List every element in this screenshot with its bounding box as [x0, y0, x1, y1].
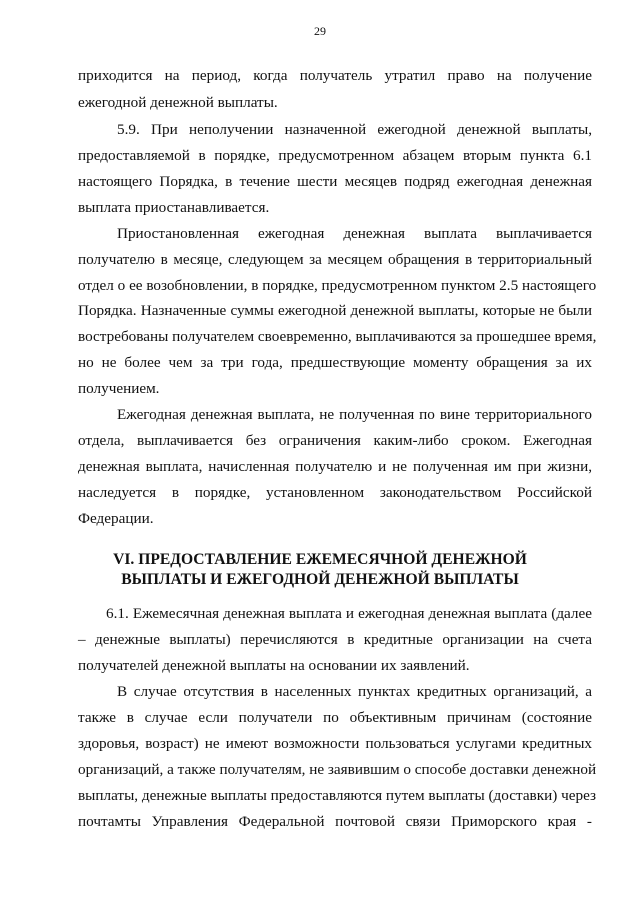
section-heading: VI. ПРЕДОСТАВЛЕНИЕ ЕЖЕМЕСЯЧНОЙ ДЕНЕЖНОЙ — [113, 551, 527, 568]
text-line: В случае отсутствия в населенных пунктах кредитных организаций, а — [117, 683, 592, 700]
text-line: выплата приостанавливается. — [78, 199, 270, 216]
text-line: ежегодной денежной выплаты. — [78, 94, 278, 111]
text-line: Приостановленная ежегодная денежная выплата выплачивается — [117, 225, 592, 242]
text-line: почтамты Управления Федеральной почтовой связи Приморского края - — [78, 813, 592, 830]
text-line: получателю в месяце, следующем за месяцем обращения в территориальный — [78, 251, 592, 268]
text-line: Порядка. Назначенные суммы ежегодной денежной выплаты, которые не были — [78, 302, 592, 319]
text-line: отдела, выплачивается без ограничения каким-либо сроком. Ежегодная — [78, 432, 592, 449]
text-line: здоровья, возраст) не имеют возможности пользоваться услугами кредитных — [78, 735, 592, 752]
text-line: 5.9. При неполучении назначенной ежегодной денежной выплаты, — [117, 121, 592, 138]
text-line: востребованы получателем своевременно, выплачиваются за прошедшее время, — [78, 328, 597, 345]
text-line: – денежные выплаты) перечисляются в кредитные организации на счета — [78, 631, 592, 648]
text-line: отдел о ее возобновлении, в порядке, предусмотренном пунктом 2.5 настоящего — [78, 277, 597, 294]
text-line: наследуется в порядке, установленном законодательством Российской — [78, 484, 592, 501]
text-line: Ежегодная денежная выплата, не полученная по вине территориального — [117, 406, 592, 423]
text-line: настоящего Порядка, в течение шести месяцев подряд ежегодная денежная — [78, 173, 592, 190]
text-line: 6.1. Ежемесячная денежная выплата и ежегодная денежная выплата (далее — [106, 605, 592, 622]
text-line: получением. — [78, 380, 160, 397]
text-line: предоставляемой в порядке, предусмотренном абзацем вторым пункта 6.1 — [78, 147, 592, 164]
text-line: получателей денежной выплаты на основании их заявлений. — [78, 657, 470, 674]
text-line: выплаты, денежные выплаты предоставляются путем выплаты (доставки) через — [78, 787, 596, 804]
text-line: приходится на период, когда получатель утратил право на получение — [78, 67, 592, 84]
text-line: также в случае если получатели по объективным причинам (состояние — [78, 709, 592, 726]
page-number: 29 — [314, 24, 326, 38]
text-line: Федерации. — [78, 510, 154, 527]
section-heading: ВЫПЛАТЫ И ЕЖЕГОДНОЙ ДЕНЕЖНОЙ ВЫПЛАТЫ — [121, 571, 519, 588]
text-line: организаций, а также получателям, не заявившим о способе доставки денежной — [78, 761, 597, 778]
text-line: денежная выплата, начисленная получателю и не полученная им при жизни, — [78, 458, 592, 475]
text-line: но не более чем за три года, предшествующие моменту обращения за их — [78, 354, 592, 371]
